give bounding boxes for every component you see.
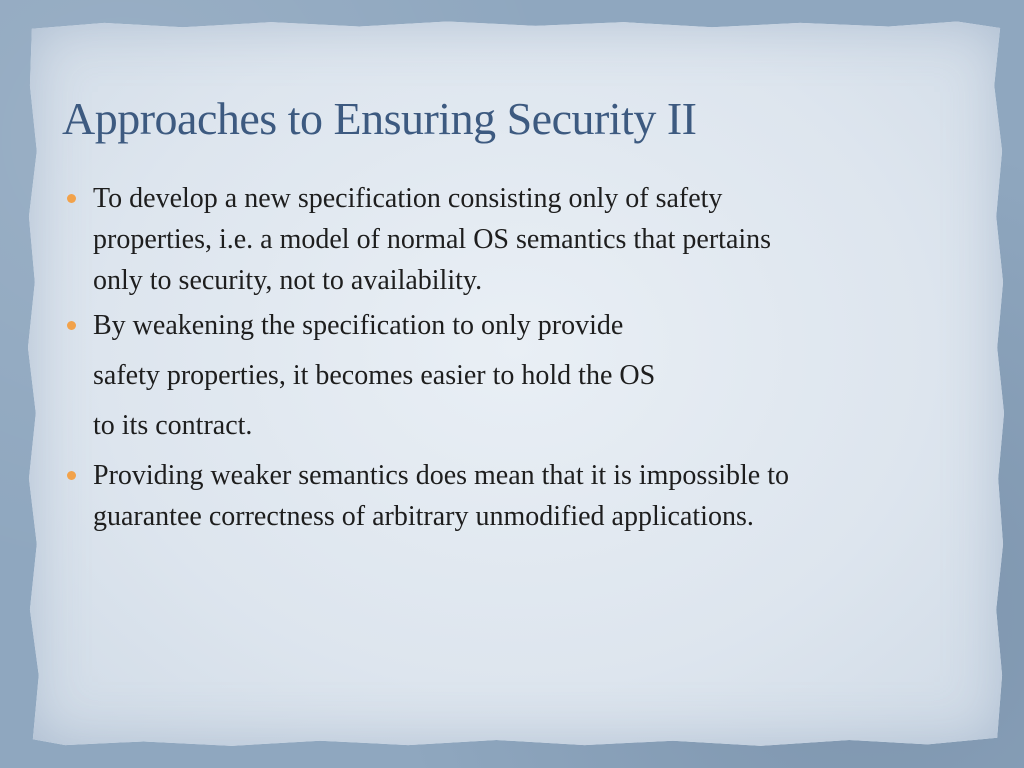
bullet-text-line: Providing weaker semantics does mean that it is impossible to [93, 460, 789, 491]
bullet-list [62, 178, 962, 541]
bullet-item [62, 455, 962, 537]
bullet-dot-icon [67, 194, 76, 203]
bullet-text-line: By weakening the specification to only provide [93, 310, 624, 341]
bullet-dot-icon [67, 471, 76, 480]
bullet-text-line: to its contract. [93, 410, 253, 441]
bullet-text-line: To develop a new specification consisting only of safety [93, 183, 723, 214]
slide-title: Approaches to Ensuring Security II [62, 93, 697, 144]
bullet-text-line: properties, i.e. a model of normal OS semantics that pertains [93, 224, 772, 255]
bullet-text-line: only to security, not to availability. [93, 265, 483, 296]
bullet-dot-icon [67, 321, 76, 330]
bullet-item [62, 301, 962, 451]
bullet-text-line: guarantee correctness of arbitrary unmodified applications. [93, 501, 754, 532]
bullet-item [62, 178, 962, 301]
bullet-text-line: safety properties, it becomes easier to hold the OS [93, 360, 656, 391]
